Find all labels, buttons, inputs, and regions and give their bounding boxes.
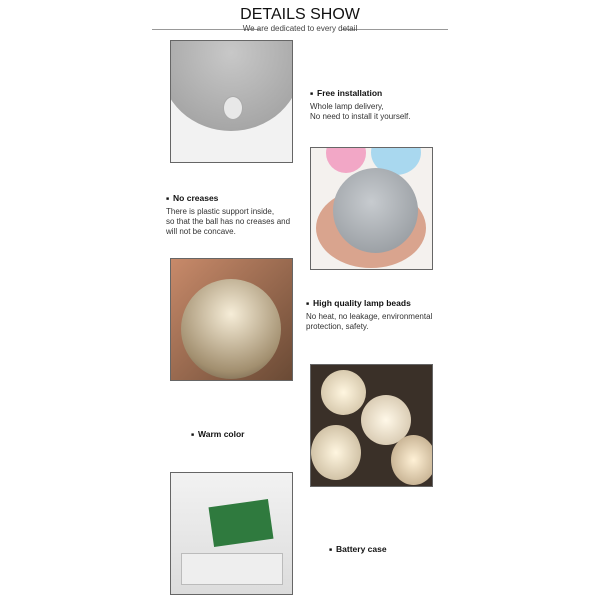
feature-desc: will not be concave. (166, 226, 236, 236)
feature-title: ■ Battery case (329, 544, 387, 555)
feature-free-installation (310, 88, 411, 122)
feature-title: ■ High quality lamp beads (306, 298, 432, 309)
page-title: DETAILS SHOW (240, 6, 360, 23)
feature-lamp-beads (306, 298, 432, 332)
photo-warm-string (310, 364, 433, 487)
feature-desc: Whole lamp delivery, (310, 101, 384, 111)
photo-lit-ball (170, 258, 293, 381)
feature-desc: protection, safety. (306, 321, 369, 331)
feature-desc: There is plastic support inside, (166, 206, 275, 216)
feature-desc: so that the ball has no creases and (166, 216, 291, 226)
feature-title: ■ No creases (166, 193, 290, 204)
feature-title: ■ Warm color (191, 429, 244, 440)
photo-battery-case (170, 472, 293, 595)
photo-hand-ball (310, 147, 433, 270)
feature-desc: No need to install it yourself. (310, 111, 411, 121)
feature-no-creases (166, 193, 290, 237)
feature-title: ■ Free installation (310, 88, 411, 99)
feature-battery-case (329, 544, 387, 558)
feature-warm-color (191, 429, 244, 443)
page-subtitle: We are dedicated to every detail (242, 24, 358, 33)
photo-ball-connector (170, 40, 293, 163)
feature-desc: No heat, no leakage, environmental (306, 311, 433, 321)
